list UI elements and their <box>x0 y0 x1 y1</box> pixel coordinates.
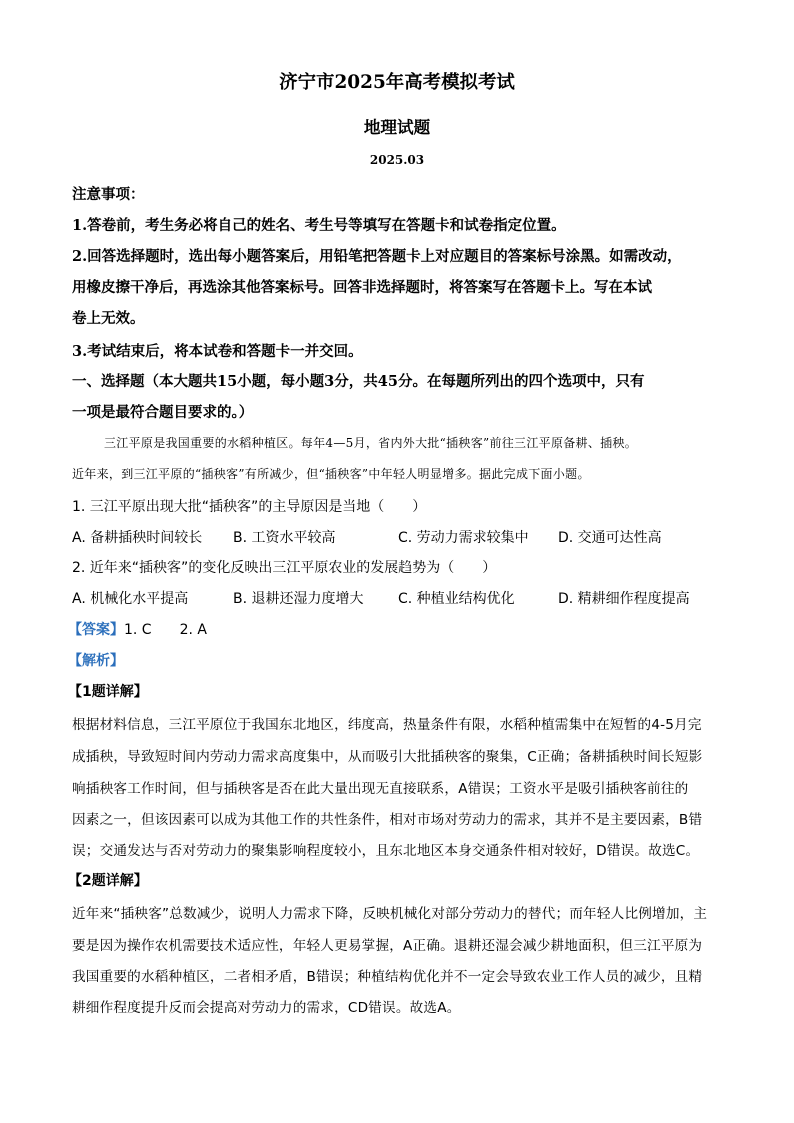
answer-q1: 1. C <box>124 622 152 638</box>
question-1-stem: 1. 三江平原出现大批“插秧客”的主导原因是当地（ ） <box>72 499 427 515</box>
question-2-option-b: B. 退耕还湿力度增大 <box>233 591 364 607</box>
q1-analysis-line: 因素之一，但该因素可以成为其他工作的共性条件，相对市场对劳动力的需求，其并不是主要因素，B错 <box>72 812 703 828</box>
question-1-option-d: D. 交通可达性高 <box>558 530 662 546</box>
notice-heading: 注意事项： <box>72 186 145 203</box>
q1-analysis-line: 根据材料信息，三江平原位于我国东北地区，纬度高，热量条件有限，水稻种植需集中在短暂的4-5月完 <box>72 717 702 733</box>
question-2-stem: 2. 近年来“插秧客”的变化反映出三江平原农业的发展趋势为（ ） <box>72 560 497 576</box>
q2-analysis-line: 近年来“插秧客”总数减少，说明人力需求下降，反映机械化对部分劳动力的替代；而年轻人比例增加，主 <box>72 906 708 922</box>
subject-title: 地理试题 <box>363 117 431 137</box>
question-2-option-a: A. 机械化水平提高 <box>72 591 189 607</box>
page-title: 济宁市2025年高考模拟考试 <box>279 72 515 93</box>
material-text: 三江平原是我国重要的水稻种植区。每年4—5月，省内外大批“插秧客”前往三江平原备耕、插秧。 <box>104 436 638 450</box>
notice-line: 1.答卷前，考生务必将自己的姓名、考生号等填写在答题卡和试卷指定位置。 <box>72 217 566 234</box>
notice-line: 卷上无效。 <box>72 310 145 327</box>
question-2-option-c: C. 种植业结构优化 <box>398 591 515 607</box>
q1-analysis-line: 响插秧客工作时间，但与插秧客是否在此大量出现无直接联系，A错误；工资水平是吸引插秧客前往的 <box>72 781 689 797</box>
exam-date: 2025.03 <box>369 153 425 167</box>
question-1-option-b: B. 工资水平较高 <box>233 530 336 546</box>
answer-tag: 【答案】 <box>68 622 124 638</box>
q1-analysis-line: 成插秧，导致短时间内劳动力需求高度集中，从而吸引大批插秧客的聚集，C正确；备耕插秧时间长短影 <box>72 749 703 765</box>
q2-analysis-heading: 【2题详解】 <box>68 873 148 889</box>
section-heading-cont: 一项是最符合题目要求的。） <box>72 404 254 421</box>
q2-analysis-line: 我国重要的水稻种植区，二者相矛盾，B错误；种植结构优化并不一定会导致农业工作人员的减少，且精 <box>72 969 703 985</box>
notice-line: 2.回答选择题时，选出每小题答案后，用铅笔把答题卡上对应题目的答案标号涂黑。如需改动， <box>72 248 682 265</box>
question-2-option-d: D. 精耕细作程度提高 <box>558 591 690 607</box>
question-1-option-a: A. 备耕插秧时间较长 <box>72 530 203 546</box>
answer-line <box>68 619 207 639</box>
question-1-option-c: C. 劳动力需求较集中 <box>398 530 529 546</box>
q2-analysis-line: 要是因为操作农机需要技术适应性，年轻人更易掌握，A正确。退耕还湿会减少耕地面积，但三江平原为 <box>72 938 703 954</box>
answer-q2: 2. A <box>179 622 207 638</box>
analysis-tag: 【解析】 <box>68 653 124 669</box>
section-heading: 一、选择题（本大题共15小题，每小题3分，共45分。在每题所列出的四个选项中，只有 <box>72 373 645 390</box>
material-text: 近年来，到三江平原的“插秧客”有所减少，但“插秧客”中年轻人明显增多。据此完成下面小题。 <box>72 467 590 481</box>
notice-line: 用橡皮擦干净后，再选涂其他答案标号。回答非选择题时，将答案写在答题卡上。写在本试 <box>72 279 652 296</box>
q1-analysis-heading: 【1题详解】 <box>68 684 148 700</box>
q1-analysis-line: 误；交通发达与否对劳动力的聚集影响程度较小，且东北地区本身交通条件相对较好，D错误。故选C。 <box>72 843 700 859</box>
analysis-line <box>68 650 124 670</box>
q2-analysis-line: 耕细作程度提升反而会提高对劳动力的需求，CD错误。故选A。 <box>72 1000 461 1016</box>
notice-line: 3.考试结束后，将本试卷和答题卡一并交回。 <box>72 343 363 360</box>
